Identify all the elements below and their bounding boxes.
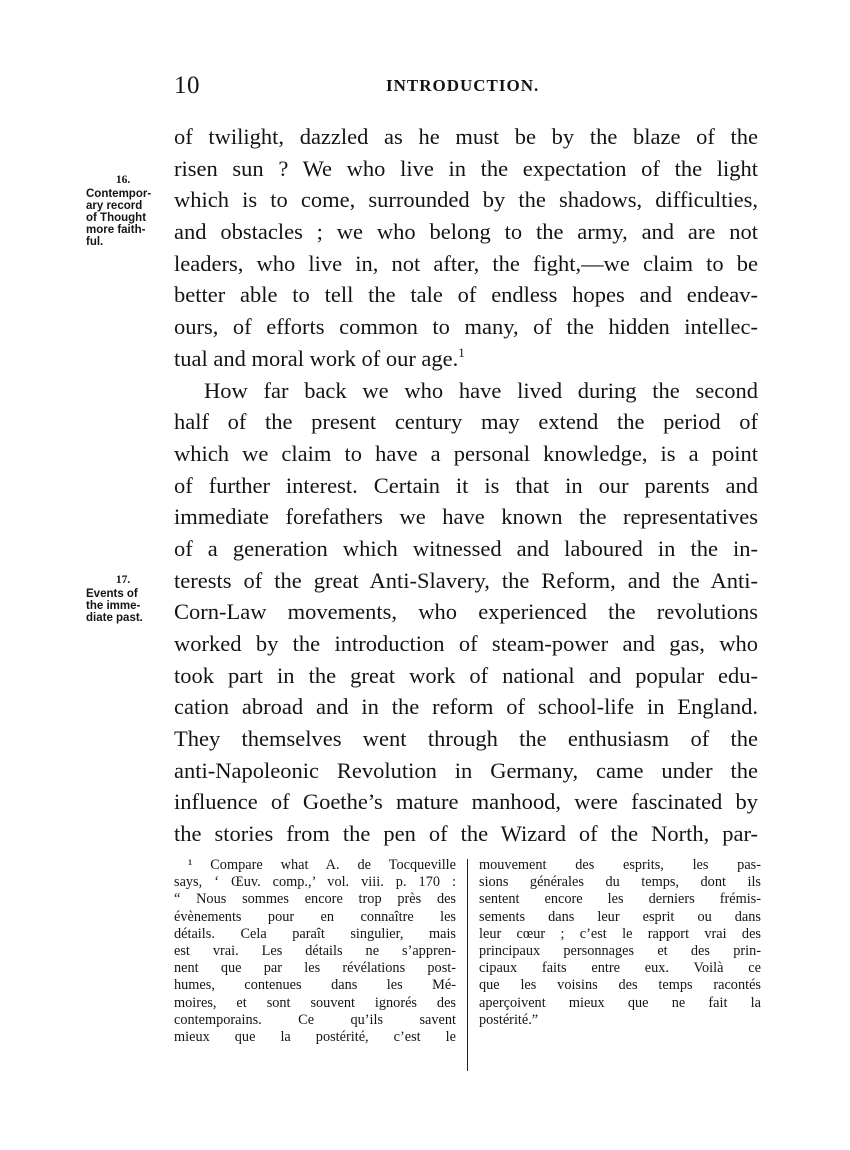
- footnote-line: moires, et sont souvent ignorés des: [174, 994, 456, 1011]
- body-line: leaders, who live in, not after, the fight,—we claim to be: [174, 250, 758, 276]
- page-header: [174, 72, 758, 100]
- margin-note-line: Events of: [86, 588, 138, 600]
- footnote-line: sements dans leur esprit ou dans: [479, 908, 761, 925]
- body-line-with-footnote-ref: [174, 343, 758, 375]
- body-line: of a generation which witnessed and laboured in the in-: [174, 535, 758, 561]
- body-line: and obstacles ; we who belong to the army, and are not: [174, 219, 758, 245]
- footnote-line: principaux personnages et des prin-: [479, 942, 761, 959]
- body-line: They themselves went through the enthusiasm of the: [174, 726, 758, 752]
- footnote-line: cipaux faits entre eux. Voilà ce: [479, 960, 761, 977]
- footnote-reference[interactable]: 1: [458, 344, 465, 360]
- margin-note-number: 16.: [115, 174, 131, 186]
- footnote-line: contemporains. Ce qu’ils savent: [174, 1011, 456, 1028]
- footnote-line: nent que par les révélations post-: [174, 960, 456, 977]
- body-line: risen sun ? We who live in the expectation of the light: [174, 155, 758, 181]
- body-line: anti-Napoleonic Revolution in Germany, came under the: [174, 757, 758, 783]
- footnote-line: que les voisins des temps racontés: [479, 977, 761, 994]
- body-line: worked by the introduction of steam-power and gas, who: [174, 631, 758, 656]
- column-divider: [467, 859, 468, 1071]
- body-line: better able to tell the tale of endless hopes and endeav-: [174, 282, 758, 308]
- footnote-line: “ Nous sommes encore trop près des: [174, 891, 456, 908]
- margin-note-line: more faith-: [86, 224, 146, 236]
- body-text: [174, 121, 758, 850]
- footnote-line: humes, contenues dans les Mé-: [174, 977, 456, 994]
- margin-note-line: ary record: [86, 200, 143, 212]
- footnote-line: sentent encore les derniers frémis-: [479, 891, 761, 908]
- margin-note-line: the imme-: [86, 600, 141, 612]
- body-line: How far back we who have lived during the second: [204, 377, 758, 403]
- body-line: immediate forefathers we have known the representatives: [174, 504, 758, 530]
- body-line: of twilight, dazzled as he must be by the blaze of the: [174, 124, 758, 149]
- margin-note-line: diate past.: [86, 612, 143, 624]
- footnote-column-left: [174, 857, 456, 1046]
- body-line: cation abroad and in the reform of school-life in England.: [174, 694, 758, 720]
- footnote-line: aperçoivent mieux que ne fait la: [479, 994, 761, 1011]
- body-line: of further interest. Certain it is that in our parents and: [174, 472, 758, 498]
- body-line: influence of Goethe’s mature manhood, were fascinated by: [174, 789, 758, 815]
- body-line: Corn-Law movements, who experienced the revolutions: [174, 599, 758, 625]
- footnote-line: mieux que la postérité, c’est le: [174, 1028, 456, 1045]
- body-line-text: tual and moral work of our age.: [174, 345, 459, 371]
- footnote-line: leur cœur ; c’est le rapport vrai des: [479, 925, 761, 942]
- body-line: the stories from the pen of the Wizard of the North, par-: [174, 821, 758, 847]
- body-line: took part in the great work of national and popular edu-: [174, 662, 758, 688]
- margin-note-line: ful.: [86, 236, 104, 248]
- margin-note-number: 17.: [115, 574, 131, 586]
- margin-note-16: [86, 174, 160, 248]
- margin-note-line: Contempor-: [86, 188, 152, 200]
- footnote-line: postérité.”: [479, 1011, 539, 1028]
- body-line: terests of the great Anti-Slavery, the Reform, and the Anti-: [174, 567, 758, 593]
- footnote-line: sions générales du temps, dont ils: [479, 874, 761, 891]
- footnote-line: détails. Cela paraît singulier, mais: [174, 925, 456, 942]
- body-line: which we claim to have a personal knowledge, is a point: [174, 440, 758, 466]
- footnote-line: ¹ Compare what A. de Tocqueville: [188, 857, 456, 873]
- footnote-line: mouvement des esprits, les pas-: [479, 857, 761, 873]
- footnote-line: est vrai. Les détails ne s’appren-: [174, 942, 456, 959]
- body-line: ours, of efforts common to many, of the hidden intellec-: [174, 314, 758, 340]
- footnote-column-right: [479, 857, 761, 1029]
- page-number: 10: [174, 72, 200, 99]
- footnote-line: évènements pour en connaître les: [174, 908, 456, 925]
- footnote-line: says, ‘ Œuv. comp.,’ vol. viii. p. 170 :: [174, 874, 456, 891]
- margin-note-line: of Thought: [86, 212, 147, 224]
- body-line: half of the present century may extend the period of: [174, 409, 758, 435]
- margin-note-17: [86, 574, 160, 624]
- body-line: which is to come, surrounded by the shadows, difficulties,: [174, 187, 758, 213]
- running-title: INTRODUCTION.: [386, 76, 540, 95]
